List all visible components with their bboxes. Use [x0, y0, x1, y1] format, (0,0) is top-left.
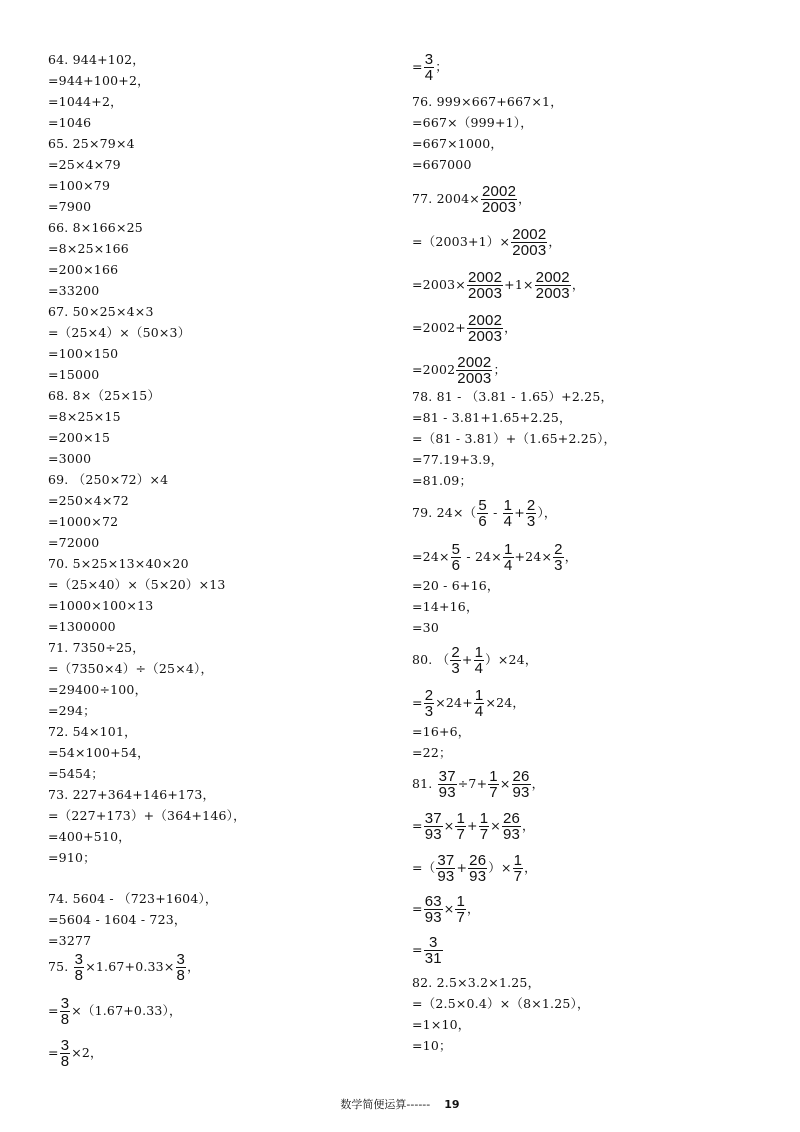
- text-line: 65. 25×79×4: [48, 136, 135, 151]
- fraction: $\frac{1}{7}$: [456, 893, 466, 926]
- fraction: $\frac{2}{3}$: [451, 644, 460, 677]
- problem-77-line-1: 77. 2004× $\frac{2002}{2003}$ ，: [412, 183, 531, 216]
- problem-77-line-4: =2002+ $\frac{2002}{2003}$ ，: [412, 312, 517, 345]
- fraction: $\frac{2002}{2003}$: [467, 312, 503, 345]
- text-line: =5454；: [48, 766, 104, 781]
- text-line: =667×1000，: [412, 136, 504, 151]
- fraction: $\frac{2002}{2003}$: [535, 269, 570, 302]
- fraction: $\frac{37}{93}$: [424, 810, 442, 843]
- text-line: 66. 8×166×25: [48, 220, 143, 235]
- text-line: =（7350×4）÷（25×4），: [48, 661, 214, 676]
- problem-80-line-1: 80. （ $\frac{2}{3}$ + $\frac{1}{4}$ ）×24，: [412, 644, 538, 677]
- problem-79-line-1: 79. 24×（ $\frac{5}{6}$ - $\frac{1}{4}$ + $\frac{2}{3}$ ），: [412, 497, 557, 530]
- text-line: =100×150: [48, 346, 119, 361]
- problem-81-line-5: = $\frac{3}{31}$: [412, 934, 442, 967]
- fraction: $\frac{1}{7}$: [513, 852, 523, 885]
- problem-80-line-2: = $\frac{2}{3}$ ×24+ $\frac{1}{4}$ ×24，: [412, 687, 526, 720]
- text-line: 82. 2.5×3.2×1.25，: [412, 975, 541, 990]
- text-line: =20 - 6+16，: [412, 578, 500, 593]
- problem-77-line-5: =2002 $\frac{2002}{2003}$ ；: [412, 354, 507, 387]
- text-line: =77.19+3.9，: [412, 452, 504, 467]
- text-line: =（2.5×0.4）×（8×1.25），: [412, 996, 590, 1011]
- fraction: $\frac{3}{31}$: [424, 934, 442, 967]
- problem-75-line-3: = $\frac{3}{8}$ ×2，: [48, 1037, 103, 1070]
- text-line: =1000×100×13: [48, 598, 154, 613]
- fraction: $\frac{1}{4}$: [474, 687, 484, 720]
- fraction: $\frac{5}{6}$: [451, 541, 461, 574]
- fraction: $\frac{1}{4}$: [503, 541, 513, 574]
- text-line: =200×166: [48, 262, 119, 277]
- text-line: =10；: [412, 1038, 452, 1053]
- text-line: 64. 944+102，: [48, 52, 145, 67]
- page-number: 19: [444, 1098, 460, 1111]
- text-line: =7900: [48, 199, 92, 214]
- text-line: =667×（999+1），: [412, 115, 533, 130]
- fraction: $\frac{26}{93}$: [512, 768, 530, 801]
- fraction: $\frac{63}{93}$: [424, 893, 442, 926]
- fraction: $\frac{3}{8}$: [176, 951, 186, 984]
- text-line: =910；: [48, 850, 96, 865]
- fraction: $\frac{5}{6}$: [478, 497, 487, 530]
- problem-77-line-3: =2003× $\frac{2002}{2003}$ +1× $\frac{2002}{2003}$ ，: [412, 269, 585, 302]
- text-line: =33200: [48, 283, 100, 298]
- text-line: 68. 8×（25×15）: [48, 388, 161, 403]
- problem-77-line-2: =（2003+1）× $\frac{2002}{2003}$ ，: [412, 226, 562, 259]
- fraction: $\frac{26}{93}$: [502, 810, 521, 843]
- fraction: $\frac{1}{4}$: [474, 644, 484, 677]
- problem-81-line-2: = $\frac{37}{93}$ × $\frac{1}{7}$ + $\frac{1}{7}$ × $\frac{26}{93}$ ，: [412, 810, 535, 843]
- text-line: =5604 - 1604 - 723，: [48, 912, 187, 927]
- page-footer: [0, 1096, 800, 1112]
- text-line: 67. 50×25×4×3: [48, 304, 154, 319]
- fraction: $\frac{2002}{2003}$: [512, 226, 547, 259]
- fraction: $\frac{2002}{2003}$: [481, 183, 517, 216]
- text-line: =22；: [412, 745, 452, 760]
- text-line: =15000: [48, 367, 100, 382]
- text-line: 71. 7350÷25，: [48, 640, 145, 655]
- problem-81-line-4: = $\frac{63}{93}$ × $\frac{1}{7}$ ，: [412, 893, 480, 926]
- text-line: =30: [412, 620, 439, 635]
- fraction: $\frac{2}{3}$: [526, 497, 536, 530]
- problem-79-line-2: =24× $\frac{5}{6}$ - 24× $\frac{1}{4}$ +24× $\frac{2}{3}$ ，: [412, 541, 578, 574]
- fraction: $\frac{3}{4}$: [424, 51, 434, 84]
- fraction: $\frac{3}{8}$: [60, 1037, 70, 1070]
- text-line: =81 - 3.81+1.65+2.25，: [412, 410, 572, 425]
- text-line: =1300000: [48, 619, 116, 634]
- text-line: 69. （250×72）×4: [48, 472, 169, 487]
- problem-75-line-1: 75. $\frac{3}{8}$ ×1.67+0.33× $\frac{3}{8}$ ，: [48, 951, 200, 984]
- text-line: =400+510，: [48, 829, 131, 844]
- text-line: =25×4×79: [48, 157, 121, 172]
- fraction: $\frac{2002}{2003}$: [467, 269, 503, 302]
- problem-81-line-1: 81. $\frac{37}{93}$ ÷7+ $\frac{1}{7}$ × $\frac{26}{93}$ ，: [412, 768, 545, 801]
- footer-title: 数学简便运算------: [340, 1098, 431, 1111]
- problem-81-line-3: =（ $\frac{37}{93}$ + $\frac{26}{93}$ ）× $\frac{1}{7}$ ，: [412, 852, 537, 885]
- text-line: =16+6，: [412, 724, 471, 739]
- fraction: $\frac{1}{7}$: [489, 768, 498, 801]
- text-line: 73. 227+364+146+173，: [48, 787, 216, 802]
- text-line: =944+100+2，: [48, 73, 150, 88]
- fraction: $\frac{1}{7}$: [479, 810, 489, 843]
- text-line: =1×10，: [412, 1017, 471, 1032]
- text-line: =（227+173）+（364+146），: [48, 808, 246, 823]
- problem-75-line-2: = $\frac{3}{8}$ ×（1.67+0.33），: [48, 995, 182, 1028]
- text-line: =14+16，: [412, 599, 479, 614]
- fraction: $\frac{37}{93}$: [437, 852, 455, 885]
- text-line: =29400÷100，: [48, 682, 148, 697]
- text-line: =100×79: [48, 178, 111, 193]
- fraction: $\frac{2}{3}$: [424, 687, 434, 720]
- text-line: =81.09；: [412, 473, 473, 488]
- text-line: =667000: [412, 157, 472, 172]
- text-line: 74. 5604 - （723+1604），: [48, 891, 218, 906]
- text-line: =200×15: [48, 430, 111, 445]
- fraction: $\frac{3}{8}$: [60, 995, 70, 1028]
- text-line: =72000: [48, 535, 100, 550]
- text-line: =294；: [48, 703, 96, 718]
- text-line: =（25×4）×（50×3）: [48, 325, 191, 340]
- text-line: 72. 54×101，: [48, 724, 137, 739]
- fraction: $\frac{2}{3}$: [554, 541, 563, 574]
- fraction: $\frac{37}{93}$: [438, 768, 456, 801]
- text-line: 76. 999×667+667×1，: [412, 94, 563, 109]
- problem-75-result: = $\frac{3}{4}$ ；: [412, 51, 448, 84]
- text-line: =54×100+54，: [48, 745, 150, 760]
- text-line: =250×4×72: [48, 493, 129, 508]
- text-line: =1046: [48, 115, 92, 130]
- fraction: $\frac{26}{93}$: [469, 852, 487, 885]
- text-line: =（25×40）×（5×20）×13: [48, 577, 226, 592]
- text-line: =1000×72: [48, 514, 119, 529]
- text-line: =1044+2，: [48, 94, 123, 109]
- text-line: =3000: [48, 451, 92, 466]
- fraction: $\frac{3}{8}$: [74, 951, 84, 984]
- fraction: $\frac{2002}{2003}$: [457, 354, 492, 387]
- problem-number: 75.: [48, 959, 69, 974]
- text-line: =8×25×15: [48, 409, 121, 424]
- text-line: =3277: [48, 933, 92, 948]
- text-line: =（81 - 3.81）+（1.65+2.25），: [412, 431, 617, 446]
- text-line: =8×25×166: [48, 241, 129, 256]
- text-line: 70. 5×25×13×40×20: [48, 556, 189, 571]
- fraction: $\frac{1}{4}$: [503, 497, 513, 530]
- fraction: $\frac{1}{7}$: [456, 810, 466, 843]
- text-line: 78. 81 - （3.81 - 1.65）+2.25，: [412, 389, 614, 404]
